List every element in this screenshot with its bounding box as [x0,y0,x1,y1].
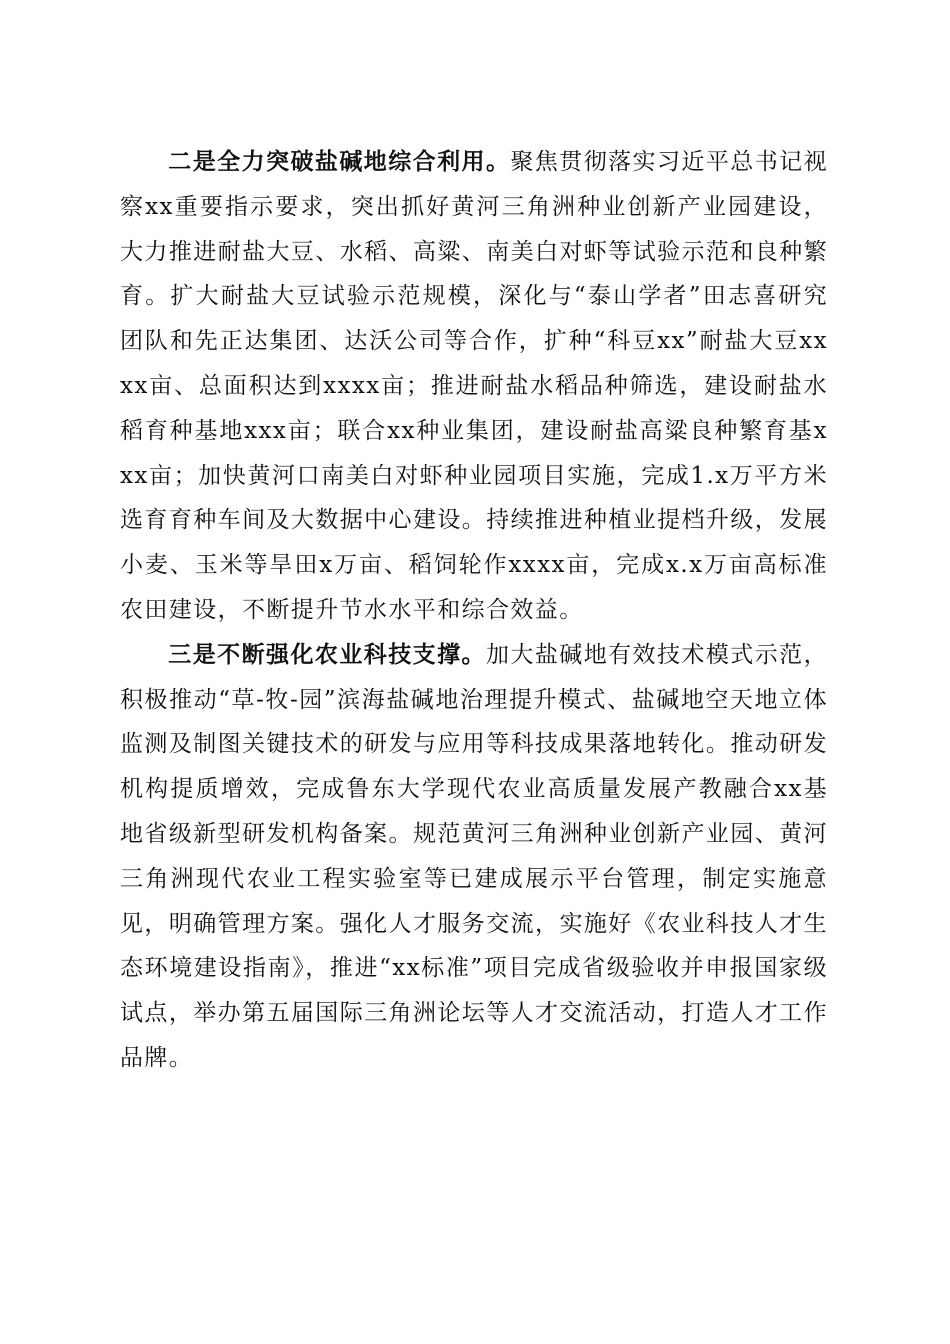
paragraph-text: 加大盐碱地有效技术模式示范，积极推动“草-牧-园”滨海盐碱地治理提升模式、盐碱地空天地立体监测及制图关键技术的研发与应用等科技成果落地转化。推动研发机构提质增效，完成鲁东大学现代农业高质量发展产教融合xx基地省级新型研发机构备案。规范黄河三角洲种业创新产业园、黄河三角洲现代农业工程实验室等已建成展示平台管理，制定实施意见，明确管理方案。强化人才服务交流，实施好《农业科技人才生态环境建设指南》，推进“xx标准”项目完成省级验收并申报国家级试点，举办第五届国际三角洲论坛等人才交流活动，打造人才工作品牌。 [120,641,828,1071]
document-body [120,140,828,1081]
paragraph-saline-alkali-utilization [120,140,828,633]
paragraph-heading: 二是全力突破盐碱地综合利用。 [168,148,511,175]
paragraph-text: 聚焦贯彻落实习近平总书记视察xx重要指示要求，突出抓好黄河三角洲种业创新产业园建设，大力推进耐盐大豆、水稻、高粱、南美白对虾等试验示范和良种繁育。扩大耐盐大豆试验示范规模，深化与“泰山学者”田志喜研究团队和先正达集团、达沃公司等合作，扩种“科豆xx”耐盐大豆xxxx亩、总面积达到xxxx亩；推进耐盐水稻品种筛选，建设耐盐水稻育种基地xxx亩；联合xx种业集团，建设耐盐高粱良种繁育基xxx亩；加快黄河口南美白对虾种业园项目实施，完成1.x万平方米选育育种车间及大数据中心建设。持续推进种植业提档升级，发展小麦、玉米等旱田x万亩、稻饲轮作xxxx亩，完成x.x万亩高标准农田建设，不断提升节水水平和综合效益。 [120,149,829,623]
paragraph-agri-tech-support [120,633,828,1081]
paragraph-heading: 三是不断强化农业科技支撑。 [168,640,486,668]
